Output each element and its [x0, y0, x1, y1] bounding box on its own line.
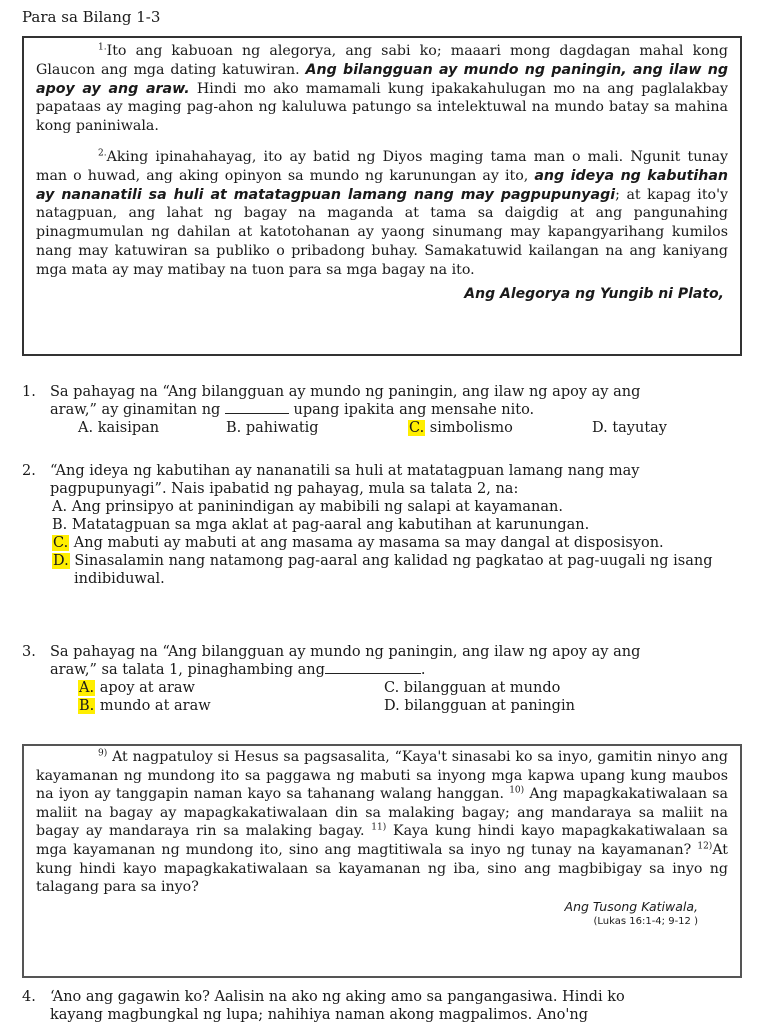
- passage-reference: (Lukas 16:1-4; 9-12 ): [593, 915, 698, 927]
- emphasis-text: ang ideya ng kabutihan ay nananatili sa huli at matatagpuan lamang nang may pagpupunyagi: [36, 167, 728, 203]
- option-d[interactable]: D. Sinasalamin nang natamong pag-aaral ang kalidad ng pagkatao at pag-uugali ng isang indibiduwal.: [53, 553, 713, 587]
- choice-b[interactable]: B. mundo at araw: [79, 698, 211, 714]
- passage-box-plato: [22, 36, 742, 356]
- question-1: 1. Sa pahayag na “Ang bilangguan ay mundo ng paningin, ang ilaw ng apoy ay ang araw,” ay ginamitan ng upang ipakita ang mensahe nito. A. kaisipan B. pahiwatig C. simbolismo D. tayutay: [22, 384, 667, 436]
- choice-c[interactable]: C. simbolismo: [409, 420, 513, 436]
- highlighted-letter: B.: [79, 698, 95, 714]
- passage-paragraph-2: $^{2.}$Aking ipinahahayag, ito ay batid ng Diyos maging tama man o mali. Ngunit tunay man o huwad, ang aking opinyon sa mundo ng karunungan ay ito, ang ideya ng kabutihan ay nananatili sa huli at matatagpuan lamang nang may pagpupunyagi; at kapag ito'y natagpuan, ang lahat ng bagay na maganda at tama sa daigdig at ang pangunahing pinagmumulan ng dahilan at katotohanan ay yaong sinumang may kapangyarihang kumilos nang may katuwiran sa publiko o pribadong buhay. Samakatuwid kailangan na ang kaniyang mga mata ay may matibay na tuon para sa mga bagay na ito.: [36, 148, 728, 278]
- question-4: 4. ‘Ano ang gagawin ko? Aalisin na ako ng aking amo sa pangangasiwa. Hindi ko kayang magbungkal ng lupa; nahihiya naman akong magpalimos. Ano'ng: [22, 989, 625, 1023]
- passage-paragraph-verses: $^{9)}$ At nagpatuloy si Hesus sa pagsasalita, “Kaya't sinasabi ko sa inyo, gamitin ninyo ang kayamanan ng mundong ito sa paggawa ng mabuti sa inyong mga kapwa upang kung maubos na iyon ay tanggapin naman kayo sa tahanang walang hanggan. $^{10)}$ Ang mapagkakatiwalaan sa maliit na bagay ay mapagkakatiwalaan din sa malaking bagay; ang mandaraya sa maliit na bagay ay mandaraya rin sa malaking bagay. $^{11)}$ Kaya kung hindi kayo mapagkakatiwalaan sa mga kayamanan ng mundong ito, sino ang magtitiwala sa inyo ng tunay na kayamanan? $^{12)}$At kung hindi kayo mapagkakatiwalaan sa kayamanan ng iba, sino ang magbibigay sa inyo ng talagang para sa inyo?: [36, 748, 729, 896]
- option-c[interactable]: C. Ang mabuti ay mabuti at ang masama ay masama sa may dangal at disposisyon.: [53, 535, 664, 551]
- choice-d[interactable]: D. bilangguan at paningin: [384, 698, 575, 714]
- highlighted-letter: D.: [53, 553, 69, 569]
- highlighted-letter: C.: [53, 535, 69, 551]
- question-2: 2. “Ang ideya ng kabutihan ay nananatili sa huli at matatagpuan lamang nang may pagpupunyagi”. Nais ipabatid ng pahayag, mula sa talata 2, na: A. Ang prinsipyo at paninindigan ay mabibili ng salapi at kayamanan. B. Matatagpuan sa mga aklat at pag-aaral ang kabutihan at karunungan. C. Ang mabuti ay mabuti at ang masama ay masama sa may dangal at disposisyon. D. Sinasalamin nang natamong pag-aaral ang kalidad ng pagkatao at pag-uugali ng isang indibiduwal.: [22, 462, 742, 588]
- choice-d[interactable]: D. tayutay: [592, 420, 667, 436]
- choice-a[interactable]: A. kaisipan: [78, 420, 160, 436]
- section-heading: Para sa Bilang 1-3: [22, 8, 161, 26]
- passage-paragraph-1: $^{1.}$Ito ang kabuoan ng alegorya, ang sabi ko; maaari mong dagdagan mahal kong Glaucon ang mga dating katuwiran. Ang bilangguan ay mundo ng paningin, ang ilaw ng apoy ay ang araw. Hindi mo ako mamamali kung ipakakahulugan mo na ang paglalakbay papataas ay maging pag-ahon ng kaluluwa patungo sa intelektuwal na mundo batay sa mahina kong paniniwala.: [36, 42, 728, 135]
- option-a[interactable]: A. Ang prinsipyo at paninindigan ay mabibili ng salapi at kayamanan.: [52, 499, 563, 515]
- choice-b[interactable]: B. pahiwatig: [226, 420, 319, 436]
- choice-a[interactable]: A. apoy at araw: [79, 680, 195, 696]
- highlighted-letter: A.: [79, 680, 95, 696]
- answer-blank: [325, 661, 421, 674]
- emphasis-text: Ang bilangguan ay mundo ng paningin, ang ilaw ng apoy ay ang araw.: [36, 61, 728, 97]
- passage-source: Ang Tusong Katiwala,: [564, 898, 698, 914]
- passage-box-katiwala: [22, 744, 742, 978]
- question-3: 3. Sa pahayag na “Ang bilangguan ay mundo ng paningin, ang ilaw ng apoy ay ang araw,” sa talata 1, pinaghambing ang . A. apoy at araw C. bilangguan at mundo B. mundo at araw D. bilangguan at paningin: [22, 644, 641, 714]
- choice-c[interactable]: C. bilangguan at mundo: [384, 680, 561, 696]
- option-b[interactable]: B. Matatagpuan sa mga aklat at pag-aaral ang kabutihan at karunungan.: [52, 517, 590, 533]
- answer-blank: [225, 401, 289, 414]
- highlighted-letter: C.: [409, 420, 425, 436]
- passage-source: Ang Alegorya ng Yungib ni Plato,: [464, 285, 724, 302]
